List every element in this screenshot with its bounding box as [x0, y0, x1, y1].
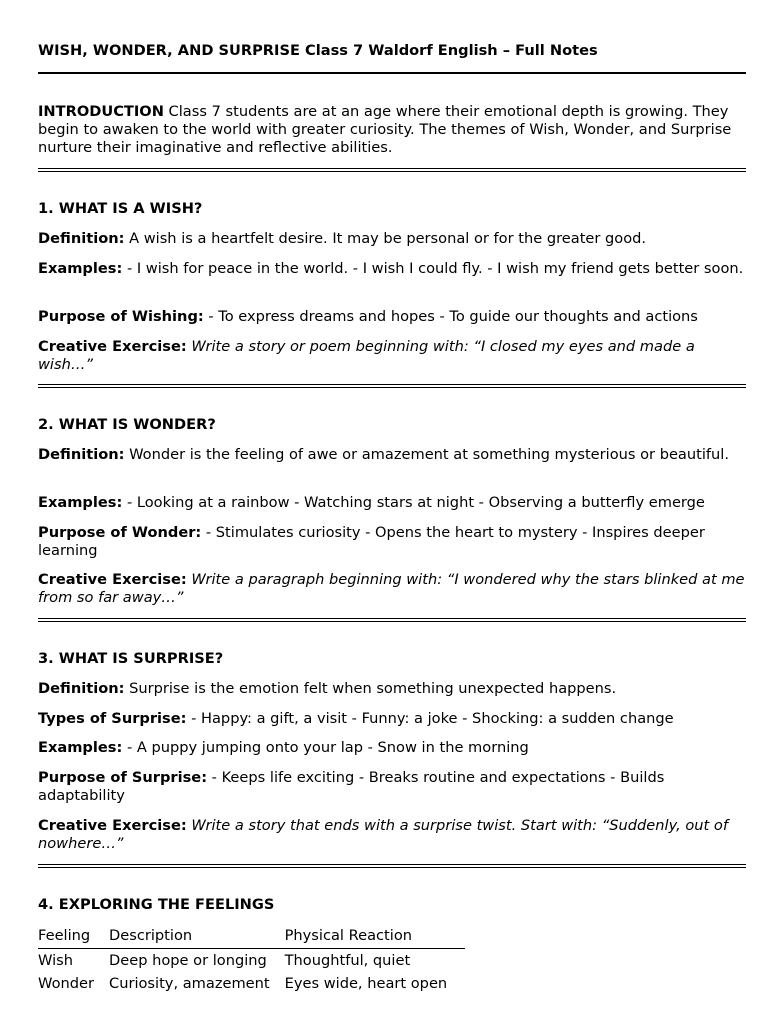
wish-purpose — [38, 308, 746, 326]
exercise-text: Write a paragraph beginning with: “I wondered why the stars blinked at me from so far away…” — [38, 571, 745, 606]
definition-label: Definition: — [38, 680, 125, 697]
surprise-definition — [38, 680, 746, 698]
column-header: Physical Reaction — [285, 926, 466, 949]
exercise-label: Creative Exercise: — [38, 338, 187, 355]
definition-label: Definition: — [38, 446, 125, 463]
table-header-row — [38, 926, 465, 949]
table-cell: Wonder — [38, 975, 94, 992]
table-cell: Wish — [38, 952, 74, 969]
section-divider — [38, 384, 746, 388]
section-divider — [38, 618, 746, 622]
section-heading-wonder: 2. WHAT IS WONDER? — [38, 416, 216, 433]
wish-definition — [38, 230, 746, 248]
examples-label: Examples: — [38, 494, 123, 511]
examples-text: - Looking at a rainbow - Watching stars at night - Observing a butterfly emerge — [122, 494, 705, 511]
column-header: Feeling — [38, 926, 109, 949]
exercise-label: Creative Exercise: — [38, 571, 187, 588]
purpose-label: Purpose of Wonder: — [38, 524, 202, 541]
surprise-creative-exercise — [38, 817, 746, 853]
purpose-label: Purpose of Surprise: — [38, 769, 208, 786]
examples-text: - I wish for peace in the world. - I wish I could fly. - I wish my friend gets better soon. — [122, 260, 744, 277]
table-cell: Thoughtful, quiet — [284, 952, 411, 969]
wonder-definition — [38, 446, 746, 464]
section-divider — [38, 864, 746, 868]
table-cell: Deep hope or longing — [109, 952, 267, 969]
title-divider — [38, 72, 746, 74]
table-row — [38, 972, 465, 995]
feelings-table — [38, 926, 465, 995]
types-label: Types of Surprise: — [38, 710, 187, 727]
wonder-creative-exercise — [38, 571, 746, 607]
exercise-label: Creative Exercise: — [38, 817, 187, 834]
section-heading-wish: 1. WHAT IS A WISH? — [38, 200, 203, 217]
definition-text: A wish is a heartfelt desire. It may be personal or for the greater good. — [124, 230, 647, 247]
examples-text: - A puppy jumping onto your lap - Snow in the morning — [122, 739, 529, 756]
column-header: Description — [109, 926, 285, 949]
introduction-text: Class 7 students are at an age where their emotional depth is growing. They begin to awaken to the world with greater curiosity. The themes of Wish, Wonder, and Surprise nurture their imaginative and reflective abilities. — [38, 103, 732, 156]
exercise-text: Write a story or poem beginning with: “I closed my eyes and made a wish…” — [38, 338, 695, 373]
section-heading-feelings: 4. EXPLORING THE FEELINGS — [38, 896, 275, 913]
document-title: WISH, WONDER, AND SURPRISE Class 7 Waldorf English – Full Notes — [38, 42, 598, 59]
examples-label: Examples: — [38, 739, 123, 756]
definition-text: Wonder is the feeling of awe or amazement at something mysterious or beautiful. — [124, 446, 729, 463]
types-text: - Happy: a gift, a visit - Funny: a joke - Shocking: a sudden change — [186, 710, 674, 727]
surprise-types — [38, 710, 746, 728]
wonder-purpose — [38, 524, 746, 560]
surprise-purpose — [38, 769, 746, 805]
purpose-text: - Keeps life exciting - Breaks routine and expectations - Builds adaptability — [38, 769, 665, 804]
section-heading-surprise: 3. WHAT IS SURPRISE? — [38, 650, 224, 667]
table-cell: Curiosity, amazement — [109, 975, 270, 992]
surprise-examples — [38, 739, 746, 757]
exercise-text: Write a story that ends with a surprise twist. Start with: “Suddenly, out of nowhere…” — [38, 817, 728, 852]
section-divider — [38, 168, 746, 172]
table-cell: Eyes wide, heart open — [284, 975, 448, 992]
wonder-examples — [38, 494, 746, 512]
examples-label: Examples: — [38, 260, 123, 277]
introduction-label: INTRODUCTION — [38, 103, 164, 120]
table-row — [38, 949, 465, 973]
definition-label: Definition: — [38, 230, 125, 247]
purpose-label: Purpose of Wishing: — [38, 308, 204, 325]
purpose-text: - To express dreams and hopes - To guide our thoughts and actions — [203, 308, 698, 325]
wish-examples — [38, 260, 746, 278]
purpose-text: - Stimulates curiosity - Opens the heart to mystery - Inspires deeper learning — [38, 524, 705, 559]
introduction-paragraph — [38, 103, 746, 157]
definition-text: Surprise is the emotion felt when something unexpected happens. — [124, 680, 617, 697]
wish-creative-exercise — [38, 338, 746, 374]
